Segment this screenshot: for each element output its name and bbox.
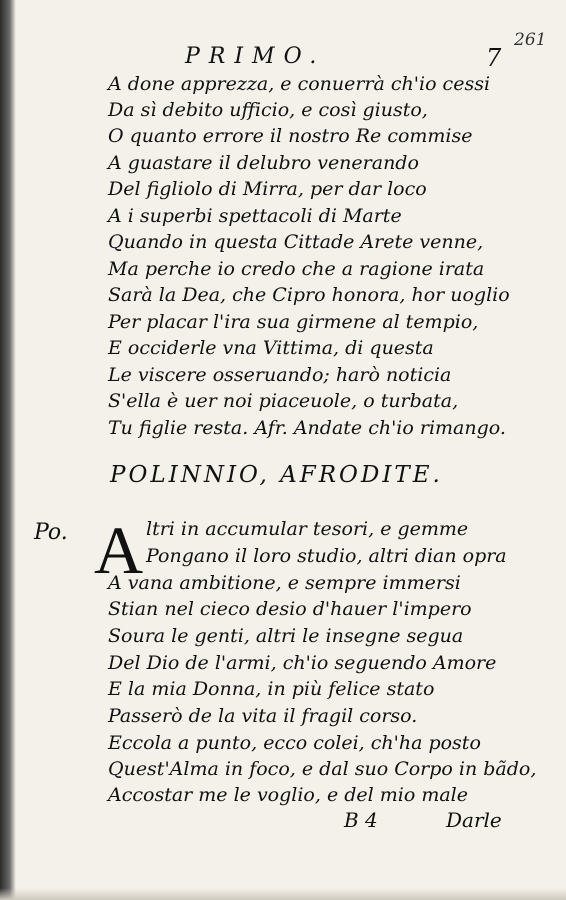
verse-line: A i superbi spettacoli di Marte (108, 205, 402, 227)
speakers-heading: POLINNIO, AFRODITE. (110, 462, 443, 488)
verse-line: Soura le genti, altri le insegne segua (108, 625, 464, 647)
verse-line: Tu figlie resta. Afr. Andate ch'io rimango. (108, 417, 506, 439)
verse-line: Per placar l'ira sua girmene al tempio, (108, 311, 479, 333)
verse-line: E la mia Donna, in più felice stato (108, 678, 435, 700)
verse-line: O quanto errore il nostro Re commise (108, 125, 473, 147)
verse-line: Da sì debito ufficio, e così giusto, (108, 99, 428, 121)
verse-line: A guastare il delubro venerando (108, 152, 419, 174)
verse-line: S'ella è uer noi piaceuole, o turbata, (108, 390, 459, 412)
running-title: PRIMO. (185, 44, 326, 69)
verse-line: Sarà la Dea, che Cipro honora, hor uoglio (108, 284, 510, 306)
verse-line: E occiderle vna Vittima, di questa (108, 337, 434, 359)
verse-line: Quest'Alma in foco, e dal suo Corpo in bãdo, (108, 758, 537, 780)
verse-line: Ma perche io credo che a ragione irata (108, 258, 485, 280)
catchword: Darle (446, 808, 502, 832)
verse-line: Stian nel cieco desio d'hauer l'impero (108, 598, 472, 620)
page-number: 7 (486, 44, 502, 72)
verse-line: Eccola a punto, ecco colei, ch'ha posto (108, 732, 481, 754)
handwritten-annotation: 261 (514, 30, 547, 50)
verse-line: ltri in accumular tesori, e gemme (146, 518, 469, 540)
page-bottom-shadow (0, 888, 566, 900)
signature-mark: B 4 (344, 808, 378, 832)
verse-line: A vana ambitione, e sempre immersi (108, 572, 461, 594)
page-edge-shadow (0, 0, 16, 900)
verse-line: Quando in questa Cittade Arete venne, (108, 231, 484, 253)
verse-line: Passerò de la vita il fragil corso. (108, 705, 418, 727)
verse-line: Accostar me le voglio, e del mio male (108, 784, 468, 806)
verse-line: Del figliolo di Mirra, per dar loco (108, 178, 427, 200)
speaker-abbreviation: Po. (34, 520, 68, 545)
verse-line: Del Dio de l'armi, ch'io seguendo Amore (108, 652, 497, 674)
verse-line: A done apprezza, e conuerrà ch'io cessi (108, 73, 491, 95)
drop-capital: A (94, 512, 144, 588)
verse-line: Pongano il loro studio, altri dian opra (146, 545, 507, 567)
verse-line: Le viscere osseruando; harò noticia (108, 364, 452, 386)
